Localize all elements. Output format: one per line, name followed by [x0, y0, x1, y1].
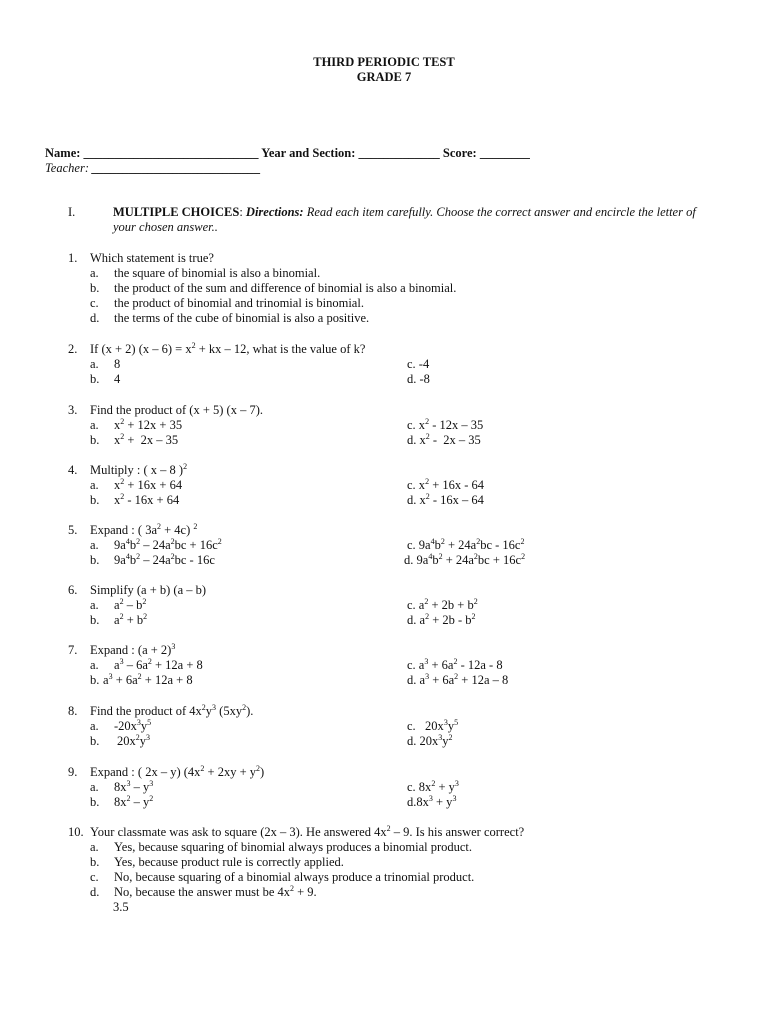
question-2 — [68, 342, 688, 387]
option-a[interactable]: a. — [90, 598, 99, 612]
directions-text: Read each item carefully. Choose the correct answer and encircle the letter of your chosen answer.. — [113, 205, 696, 234]
options-row-2: b. $8x^2 - y^2$ $d.8x^3 + y^3$ — [90, 793, 457, 809]
question-stem: If (x + 2) $(x - 6) = x^2$ + kx – 12, what is the value of k? — [90, 340, 366, 356]
option-d[interactable]: d. $a^3 + 6a^2 + 12a - 8$ — [407, 671, 509, 687]
option-d[interactable]: d. the terms of the cube of binomial is also a positive. — [90, 311, 370, 325]
question-number: 10. — [68, 825, 84, 839]
option-a[interactable]: a. — [90, 719, 99, 733]
question-1 — [68, 251, 688, 326]
section-title: MULTIPLE CHOICES — [113, 205, 240, 219]
options-row-1: a. $x^2 + 12x + 35$ c. $x^2 - 12x - 35$ — [90, 416, 484, 432]
option-b[interactable]: b. — [90, 433, 100, 447]
option-c[interactable]: c. $a^2 + 2b + b^2$ — [407, 596, 478, 612]
option-c[interactable]: c. No, because squaring of a binomial always produce a trinomial product. — [90, 870, 475, 884]
question-stem: Your classmate was ask to square (2x – 3). He answered $4x^2 - 9$. Is his answer correct? — [90, 823, 525, 839]
year-section-blank[interactable]: _____________ — [358, 146, 440, 160]
section-multiple-choices — [68, 205, 708, 235]
options-row-2: b. $x^2 - 16x + 64$ d. $x^2 - 16x - 64$ — [90, 491, 484, 507]
option-b[interactable]: b. Yes, because product rule is correctly applied. — [90, 855, 344, 869]
question-9 — [68, 765, 688, 810]
student-info — [45, 146, 745, 176]
question-number: 6. — [68, 583, 78, 597]
question-number: 5. — [68, 523, 78, 537]
options-row-1: a. $a^3 - 6a^2 + 12a + 8$ c. $a^3 + 6a^2 - 12a - 8$ — [90, 656, 503, 672]
question-number: 7. — [68, 643, 78, 657]
option-d[interactable]: d. $x^2 - 2x - 35$ — [407, 431, 481, 447]
name-blank[interactable]: ____________________________ — [83, 146, 259, 160]
score-blank[interactable]: ________ — [479, 146, 530, 160]
option-c[interactable]: c. $x^2 - 12x - 35$ — [407, 416, 484, 432]
question-4 — [68, 463, 688, 508]
option-d[interactable]: d. $x^2 - 16x - 64$ — [407, 491, 484, 507]
option-d[interactable]: d. $a^2 + 2b - b^2$ — [407, 611, 476, 627]
question-number: 9. — [68, 765, 78, 779]
options-row-1: a. $-20x^3y^5$ c. $20x^3y^5$ — [90, 717, 459, 733]
option-b[interactable]: b. — [90, 673, 100, 687]
directions-label: Directions: — [245, 205, 304, 219]
question-number: 4. — [68, 463, 78, 477]
question-10 — [68, 825, 688, 915]
question-stem: Multiply : ( x – 8 )$^2$ — [90, 461, 188, 477]
option-a[interactable]: a. — [90, 478, 99, 492]
question-stem: Expand : $(a + 2)^3$ — [90, 641, 176, 657]
question-number: 1. — [68, 251, 78, 265]
question-stem: Which statement is true? — [90, 251, 214, 265]
name-label: Name: — [45, 146, 81, 160]
question-number: 3. — [68, 403, 78, 417]
question-3 — [68, 403, 688, 448]
test-title: THIRD PERIODIC TEST — [313, 55, 455, 69]
page-note: 3.5 — [113, 900, 129, 914]
options-row-2: b. $x^2 + 2x - 35$ d. $x^2 - 2x - 35$ — [90, 431, 481, 447]
options-row-2: b. $20x^2y^3$ d. $20x^3y^2$ — [90, 732, 453, 748]
question-stem: Find the product of (x + 5) (x – 7). — [90, 403, 263, 417]
options-row-1: a. $a^2 - b^2$ c. $a^2 + 2b + b^2$ — [90, 596, 478, 612]
section-directions: MULTIPLE CHOICES: Directions: Read each item carefully. Choose the correct answer and encircle the letter of your chosen answer.. — [113, 205, 696, 234]
option-a[interactable]: a. — [90, 780, 99, 794]
option-d[interactable]: d. $20x^3y^2$ — [407, 732, 453, 748]
option-b[interactable]: b. the product of the sum and difference of binomial is also a binomial. — [90, 281, 457, 295]
option-c[interactable]: c. the product of binomial and trinomial is binomial. — [90, 296, 364, 310]
option-b[interactable]: b. — [90, 795, 100, 809]
options-row-2: b. $a^3 + 6a^2 + 12a + 8$ d. $a^3 + 6a^2 + 12a - 8$ — [90, 671, 509, 687]
option-c[interactable]: c. $8x^2 + y^3$ — [407, 778, 459, 794]
option-d[interactable]: d. $9a^4b^2 + 24a^2bc + 16c^2$ — [404, 551, 526, 567]
question-5 — [68, 523, 688, 568]
score-label: Score: — [442, 146, 477, 160]
question-number: 2. — [68, 342, 78, 356]
options-row-2: b. $9a^4b^2 - 24a^2bc - 16c$ d. $9a^4b^2 + 24a^2bc + 16c^2$ — [90, 551, 526, 567]
question-stem: Simplify (a + b) (a – b) — [90, 583, 207, 597]
option-c[interactable]: c. $20x^3y^5$ — [407, 717, 459, 733]
option-c[interactable]: c. $9a^4b^2 + 24a^2bc - 16c^2$ — [407, 536, 525, 552]
option-a[interactable]: a. — [90, 538, 99, 552]
option-b[interactable]: b. — [90, 613, 100, 627]
options-row-1: a. $8x^3 - y^3$ c. $8x^2 + y^3$ — [90, 778, 459, 794]
option-c[interactable]: c. -4 — [407, 357, 430, 371]
teacher-blank[interactable]: ___________________________ — [92, 161, 261, 175]
teacher-line — [45, 161, 745, 176]
option-c[interactable]: c. $x^2 + 16x - 64$ — [407, 476, 485, 492]
option-d[interactable]: d. No, because the answer must be $4x^2 + 9$. — [90, 883, 317, 899]
options-row-2: b. $a^2 + b^2$ d. $a^2 + 2b - b^2$ — [90, 611, 476, 627]
question-stem: Expand : ( $3a^2 + 4c$) $^2$ — [90, 521, 198, 537]
test-header — [0, 55, 768, 85]
question-stem: Expand : ( 2x – y) $(4x^2 + 2xy + y^2)$ — [90, 763, 265, 779]
section-number: I. — [68, 205, 76, 219]
question-6 — [68, 583, 688, 628]
grade-label: GRADE 7 — [356, 70, 412, 84]
option-b[interactable]: b. — [90, 734, 100, 748]
question-number: 8. — [68, 704, 78, 718]
option-a[interactable]: a. — [90, 418, 99, 432]
question-7 — [68, 643, 688, 688]
option-a[interactable]: a. — [90, 357, 99, 371]
options-row-2: b. 4 d. -8 — [90, 372, 430, 386]
option-b[interactable]: b. — [90, 372, 100, 386]
options-row-1: a. $9a^4b^2 - 24a^2bc + 16c^2$ c. $9a^4b^2 + 24a^2bc - 16c^2$ — [90, 536, 525, 552]
option-a[interactable]: a. — [90, 658, 99, 672]
option-a[interactable]: a. Yes, because squaring of binomial always produces a binomial product. — [90, 840, 473, 854]
name-year-score-line — [45, 146, 745, 161]
option-d[interactable]: $d.8x^3 + y^3$ — [407, 793, 457, 809]
option-a[interactable]: a. the square of binomial is also a binomial. — [90, 266, 321, 280]
options-row-1: a. 8 c. -4 — [90, 357, 430, 371]
year-section-label: Year and Section: — [261, 146, 356, 160]
option-d[interactable]: d. -8 — [407, 372, 430, 386]
question-stem: Find the product of $4x^2y^3$ $(5xy^2)$. — [90, 702, 254, 718]
question-8 — [68, 704, 688, 749]
options-row-1: a. $x^2 + 16x + 64$ c. $x^2 + 16x - 64$ — [90, 476, 485, 492]
option-c[interactable]: c. $a^3 + 6a^2 - 12a - 8$ — [407, 656, 503, 672]
option-b[interactable]: b. — [90, 553, 100, 567]
option-b[interactable]: b. — [90, 493, 100, 507]
teacher-label: Teacher: — [45, 161, 89, 175]
